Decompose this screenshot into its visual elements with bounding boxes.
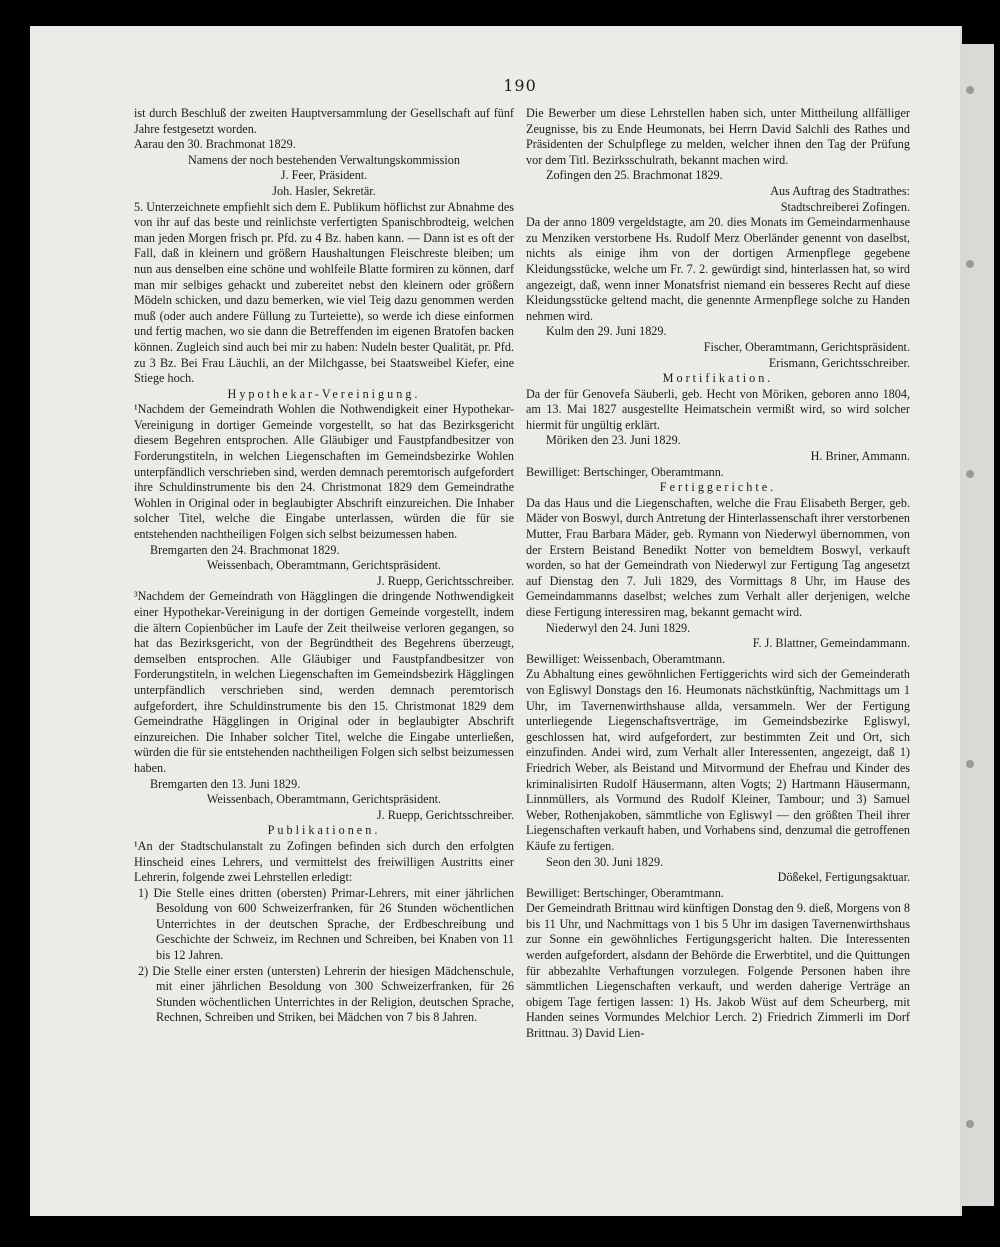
text-paragraph: F. J. Blattner, Gemeindammann.	[752, 636, 910, 651]
right-column	[526, 106, 910, 1042]
text-paragraph: Namens der noch bestehenden Verwaltungskommission	[188, 152, 460, 167]
binding-hole	[966, 1120, 974, 1128]
binding-hole	[966, 470, 974, 478]
binding-hole	[966, 260, 974, 268]
text-paragraph: Die Bewerber um diese Lehrstellen haben sich, unter Mittheilung allfälliger Zeugnisse, bis zu Ende Heumonats, bei Herrn David Salchli des Rathes und Präsidenten der Schulpflege zu melden, welcher ihnen den Tag der Prüfung vor dem Titl. Bezirksschulrath, bekannt machen wird.	[526, 106, 910, 167]
section-heading: Hypothekar-Vereinigung.	[227, 386, 421, 401]
text-paragraph: H. Briner, Ammann.	[810, 449, 910, 464]
text-paragraph: Da das Haus und die Liegenschaften, welche die Frau Elisabeth Berger, geb. Mäder von Boswyl, durch Antretung der Hinterlassenschaft ihrer verstorbenen Mutter, Frau Barbara Mäder, geb. Rymann von Niederwyl übernommen, von der Erstern Beistand Benedikt Notter von bemeldtem Boswyl, verkauft worden, so hat der Gemeindrath von Niederwyl zur Fertigung Tag angesetzt auf Dienstag den 7. Juli 1829, des Vormittags 8 Uhr, im Hause des Gemeindammanns daselbst; welches zum Verhalt aller derjenigen, welche diese Fertigung interessiren mag, bekannt gemacht wird.	[526, 495, 910, 619]
section-heading: Fertiggerichte.	[659, 480, 777, 495]
text-paragraph: Der Gemeindrath Brittnau wird künftigen Donstag den 9. dieß, Morgens von 8 bis 11 Uhr, und Nachmittags von 1 bis 5 Uhr im dasigen Tavernenwirthshaus zur Sonne ein gewöhnliches Fertigungsgericht halten. Die Interessenten werden aufgefordert, alsdann der Behörde die Erwerbtitel, und die Quittungen für abbezahlte Verhaftungen vorzulegen. Folgende Personen haben ihre sämmtlichen Liegenschaften verkauft, und werden daherige Verträge an obigem Tage fertigen lassen: 1) Hs. Jakob Wüst auf dem Scheurberg, mit Handen seines Vormundes Melchior Lerch. 2) Friedrich Zimmerli im Dorf Brittnau. 3) David Lien-	[526, 901, 910, 1041]
text-paragraph: Weissenbach, Oberamtmann, Gerichtspräsident.	[206, 792, 442, 807]
text-paragraph: J. Ruepp, Gerichtsschreiber.	[376, 573, 514, 588]
text-paragraph: 5. Unterzeichnete empfiehlt sich dem E. Publikum höflichst zur Abnahme des von ihr auf das beste und reinlichste verfertigten Spanischbrodteig, welchen man jeden Morgen frisch pr. Pfd. zu 4 Bz. haben kann. — Dann ist es oft der Fall, daß in kleinern und größern Haushaltungen Fleischreste bleiben; um nun aus denselben eine schöne und wohlfeile Blatte formiren zu können, darf man mir selbiges gehackt und zubereitet nebst den kleinern oder größern Mödeln schicken, und dazu bemerken, wie viel Teig dazu genommen werden muß (oder auch andere Füllung zu Turteiette), so werde ich diese einformen und fertig machen, wo sie dann die Betreffenden im eigenen Bratofen backen können. Zugleich sind auch bei mir zu haben: Nudeln bester Qualität, pr. Pfd. zu 3 Bz. Bei Frau Läuchli, an der Milchgasse, bei Staatsweibel Kiefer, eine Stiege hoch.	[134, 199, 514, 386]
next-page-edge	[958, 44, 994, 1206]
text-paragraph: J. Ruepp, Gerichtsschreiber.	[376, 807, 514, 822]
text-paragraph: 2) Die Stelle einer ersten (untersten) Lehrerin der hiesigen Mädchenschule, mit einer jährlichen Besoldung von 300 Schweizerfranken, für 26 Stunden wöchentlichen Unterrichtes in der Religion, deutschen Sprache, Rechnen, Schreiben und Striken, bei Mädchen von 7 bis 8 Jahren.	[138, 963, 514, 1025]
text-paragraph: Aarau den 30. Brachmonat 1829.	[134, 137, 296, 152]
text-paragraph: Dößekel, Fertigungsaktuar.	[777, 870, 910, 885]
text-paragraph: Weissenbach, Oberamtmann, Gerichtspräsident.	[206, 558, 442, 573]
text-paragraph: ist durch Beschluß der zweiten Hauptversammlung der Gesellschaft auf fünf Jahre festgesetzt worden.	[134, 106, 514, 136]
binding-hole	[966, 760, 974, 768]
text-paragraph: 1) Die Stelle eines dritten (obersten) Primar-Lehrers, mit einer jährlichen Besoldung von 600 Schweizerfranken, für 26 Stunden wöchentlichen Unterrichtes in der deutschen Sprache, der Erdbeschreibung und Geschichte der Schweiz, im Rechnen und Schreiben, bei Knaben von 11 bis 12 Jahren.	[138, 885, 514, 963]
left-column	[134, 106, 514, 1026]
text-paragraph: Stadtschreiberei Zofingen.	[780, 199, 910, 214]
text-paragraph: Bremgarten den 24. Brachmonat 1829.	[150, 542, 340, 557]
text-paragraph: Möriken den 23. Juni 1829.	[546, 433, 681, 448]
text-paragraph: ³Nachdem der Gemeindrath von Hägglingen die dringende Nothwendigkeit einer Hypothekar-Vereinigung in der dortigen Gemeinde vorgestellt, indem die ältern Copienbücher im Laufe der Zeit theilweise verloren gegangen, so hat das Bezirksgericht, von der Begründtheit des Begehrens überzeugt, demselben entsprochen. Alle Gläubiger und Faustpfandbesitzer von Forderungstiteln, in welchen Liegenschaften im Gemeindsbezirk Hägglingen unterpfändlich verschrieben sind, werden demnach peremtorisch aufgefordert, ihre Schuldinstrumente bis den 15. Christmonat 1829 dem Gemeindrathe Hägglingen in Original oder in beglaubigter Abschrift einzureichen. Die Inhaber solcher Titel, welche die Eingabe unterließen, würden die für sie entstehenden nachtheiligen Folgen sich selbst beizumessen haben.	[134, 589, 514, 775]
text-paragraph: Bremgarten den 13. Juni 1829.	[150, 776, 301, 791]
page-number: 190	[503, 76, 537, 95]
text-paragraph: ¹Nachdem der Gemeindrath Wohlen die Nothwendigkeit einer Hypothekar-Vereinigung in dortiger Gemeinde vorgestellt, so hat das Bezirksgericht diesem Begehren entsprochen. Alle Gläubiger und Faustpfandbesitzer von Forderungstiteln, in welchen Liegenschaften im Gemeindsbezirke Wohlen unterpfändlich verschrieben sind, werden demnach peremtorisch aufgefordert ihre Schuldinstrumente bis den 24. Christmonat 1829 dem Gemeindrathe Wohlen in Original oder in beglaubigter Abschrift einzureichen. Die Inhaber solcher Titel, welche die Eingabe unterlassen, würden die für sie entstehenden nachtheiligen Folgen sich selbst beizumessen haben.	[134, 402, 514, 542]
text-paragraph: Bewilliget: Bertschinger, Oberamtmann.	[526, 464, 724, 479]
text-paragraph: Kulm den 29. Juni 1829.	[546, 324, 667, 339]
text-paragraph: Bewilliget: Bertschinger, Oberamtmann.	[526, 885, 724, 900]
text-paragraph: Niederwyl den 24. Juni 1829.	[546, 620, 691, 635]
text-paragraph: Fischer, Oberamtmann, Gerichtspräsident.	[703, 339, 910, 354]
binding-hole	[966, 86, 974, 94]
text-paragraph: Da der anno 1809 vergeldstagte, am 20. dies Monats im Gemeindarmenhause zu Menziken verstorbene Hs. Rudolf Merz Oberländer genennt von daselbst, nichts als einige ihm von der dortigen Armenpflege gegebene Kleidungsstücke, welche um Fr. 7. 2. gewürdigt sind, hinterlassen hat, so wird angezeigt, daß, wenn inner Monatsfrist niemand ein besseres Recht auf diese Kleidungsstücke geltend macht, die genennte Armenpflege solche zu Handen nehmen wird.	[526, 215, 910, 323]
section-heading: Publikationen.	[267, 823, 381, 838]
text-paragraph: Da der für Genovefa Säuberli, geb. Hecht von Möriken, geboren anno 1804, am 13. Mai 1827 ausgestellte Heimatschein vermißt wird, so wird solcher hiermit für ungültig erklärt.	[526, 386, 910, 432]
text-paragraph: J. Feer, Präsident.	[280, 168, 368, 183]
text-paragraph: Joh. Hasler, Sekretär.	[272, 183, 376, 198]
text-paragraph: Zofingen den 25. Brachmonat 1829.	[546, 168, 723, 183]
text-paragraph: Aus Auftrag des Stadtrathes:	[770, 183, 910, 198]
text-paragraph: Erismann, Gerichtsschreiber.	[768, 355, 910, 370]
text-paragraph: ¹An der Stadtschulanstalt zu Zofingen befinden sich durch den erfolgten Hinscheid eines Lehrers, und vermittelst des freiwilligen Austritts einer Lehrerin, folgende zwei Lehrstellen erledigt:	[134, 838, 514, 885]
text-paragraph: Zu Abhaltung eines gewöhnlichen Fertiggerichts wird sich der Gemeinderath von Egliswyl Donstags den 16. Heumonats nächstkünftig, Nachmittags um 1 Uhr, im Tavernenwirthshause allda, versammeln. Wer der Fertigung unterliegende Liegenschaftsverträge, im Gemeindsbezirke Egliswyl, geschlossen hat, wird aufgefordert, zur bestimmten Zeit und Ort, sich einzufinden. Andei wird, zum Verhalt aller Interessenten, angezeigt, daß 1) Friedrich Weber, als Beistand und Mitvormund der Ehefrau und Kinder des kriminalisirten Rudolf Häusermann, alten Vogts; 2) Hartmann Häusermann, Linnmüllers, als Vormund des Rudolf Kleiner, Tambour; und 3) Samuel Weber, Rothenjakoben, sämmtliche von Egliswyl — den größten Theil ihrer Liegenschaften verkauft haben, und Vorhabens sind, denzumal die getroffenen Käufe zu fertigen.	[526, 667, 910, 853]
section-heading: Mortifikation.	[662, 371, 774, 386]
text-paragraph: Bewilliget: Weissenbach, Oberamtmann.	[526, 651, 726, 666]
text-paragraph: Seon den 30. Juni 1829.	[546, 854, 664, 869]
